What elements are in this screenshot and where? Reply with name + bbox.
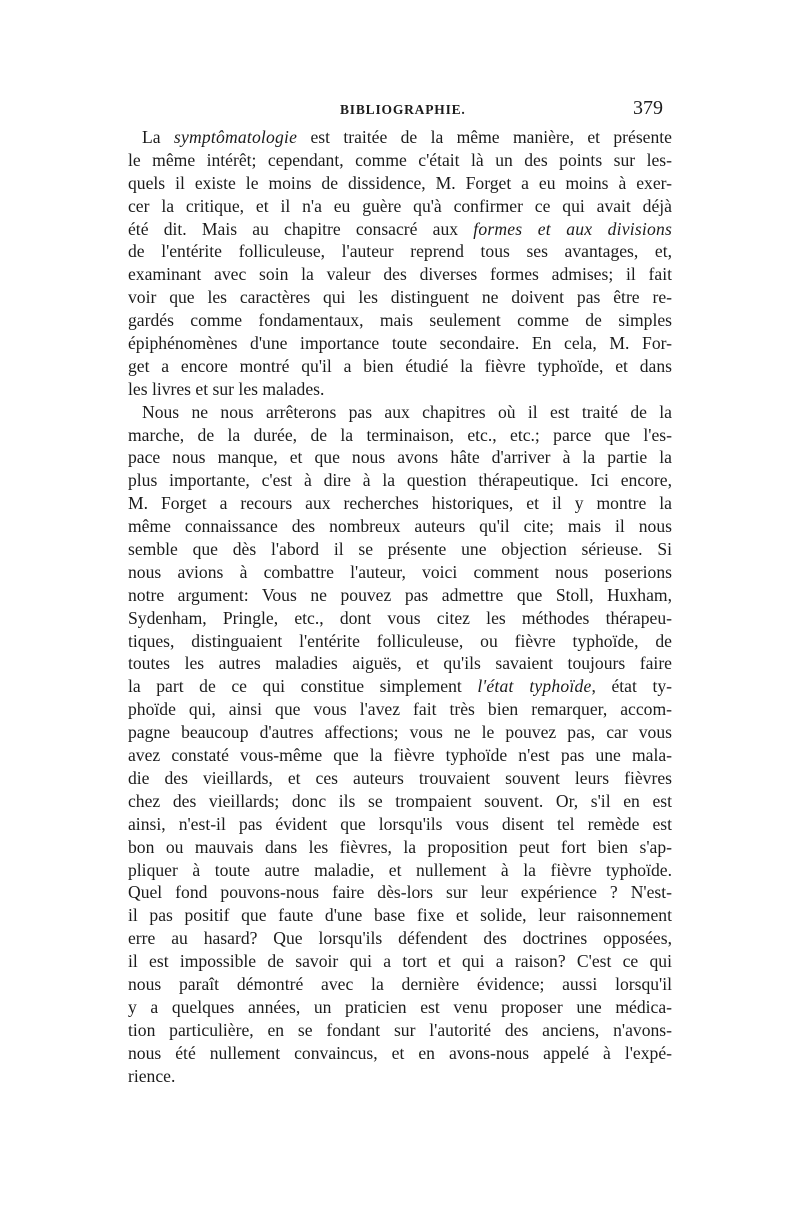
text-run: tiques, distinguaient l'entérite folliculeuse, ou fièvre typhoïde, de bbox=[128, 630, 672, 651]
text-run: notre argument: Vous ne pouvez pas admettre que Stoll, Huxham, bbox=[128, 584, 672, 605]
paragraph bbox=[128, 401, 672, 1088]
text-line bbox=[128, 607, 672, 630]
text-line bbox=[128, 195, 672, 218]
text-run: marche, de la durée, de la terminaison, etc., etc.; parce que l'es- bbox=[128, 424, 672, 445]
text-run: pagne beaucoup d'autres affections; vous ne le pouvez pas, car vous bbox=[128, 722, 672, 743]
text-line bbox=[128, 172, 672, 195]
text-run: semble que dès l'abord il se présente une objection sérieuse. Si bbox=[128, 539, 672, 560]
text-line bbox=[128, 973, 672, 996]
text-run: nous paraît démontré avec la dernière évidence; aussi lorsqu'il bbox=[128, 973, 672, 994]
text-run: est traitée de la même manière, et présente bbox=[297, 127, 672, 147]
text-run: cer la critique, et il n'a eu guère qu'à confirmer ce qui avait déjà bbox=[128, 195, 672, 216]
text-run: avez constaté vous-même que la fièvre typhoïde n'est pas une mala- bbox=[128, 745, 672, 766]
text-run: M. Forget a recours aux recherches historiques, et il y montre la bbox=[128, 493, 672, 514]
text-line bbox=[128, 378, 672, 401]
text-run: il pas positif que faute d'une base fixe et solide, leur raisonnement bbox=[128, 905, 672, 926]
text-run: Nous ne nous arrêterons pas aux chapitres où il est traité de la bbox=[142, 401, 672, 422]
paragraph bbox=[128, 126, 672, 401]
text-line bbox=[128, 790, 672, 813]
text-run: quels il existe le moins de dissidence, M. Forget a eu moins à exer- bbox=[128, 172, 672, 193]
running-head-title: BIBLIOGRAPHIE. bbox=[340, 102, 466, 117]
text-line bbox=[128, 1065, 672, 1088]
text-run: voir que les caractères qui les distinguent ne doivent pas être re- bbox=[128, 287, 672, 308]
text-line bbox=[128, 355, 672, 378]
italic-term: formes et aux divisions bbox=[473, 218, 672, 239]
text-run: nous été nullement convaincus, et en avons-nous appelé à l'expé- bbox=[128, 1042, 672, 1063]
text-line bbox=[128, 859, 672, 882]
text-line bbox=[128, 813, 672, 836]
text-run: les livres et sur les malades. bbox=[128, 378, 325, 399]
text-line bbox=[128, 309, 672, 332]
text-line bbox=[128, 698, 672, 721]
text-line bbox=[128, 263, 672, 286]
text-line bbox=[128, 996, 672, 1019]
text-run: la part de ce qui constitue simplement bbox=[128, 676, 478, 697]
text-line bbox=[128, 469, 672, 492]
text-line bbox=[128, 240, 672, 263]
text-line bbox=[128, 950, 672, 973]
italic-term: l'état typhoïde bbox=[477, 676, 592, 697]
text-run: toutes les autres maladies aiguës, et qu'ils savaient toujours faire bbox=[128, 653, 672, 674]
text-line bbox=[128, 767, 672, 790]
text-run: épiphénomènes d'une importance toute secondaire. En cela, M. For- bbox=[128, 333, 672, 354]
text-line bbox=[128, 652, 672, 675]
text-run: même connaissance des nombreux auteurs qu'il cite; mais il nous bbox=[128, 516, 672, 537]
text-run: , état ty- bbox=[591, 676, 672, 697]
page-body-text bbox=[128, 126, 672, 1087]
text-line bbox=[128, 836, 672, 859]
text-run: il est impossible de savoir qui a tort et qui a raison? C'est ce qui bbox=[128, 951, 672, 972]
text-line bbox=[128, 401, 672, 424]
text-line bbox=[128, 446, 672, 469]
italic-term: symptômatologie bbox=[173, 127, 298, 147]
running-header bbox=[0, 97, 800, 128]
text-line bbox=[128, 286, 672, 309]
text-run: pace nous manque, et que nous avons hâte d'arriver à la partie la bbox=[128, 447, 672, 468]
text-line bbox=[128, 1019, 672, 1042]
text-run: phoïde qui, ainsi que vous l'avez fait très bien remarquer, accom- bbox=[128, 699, 672, 720]
text-line bbox=[128, 721, 672, 744]
text-line bbox=[128, 1042, 672, 1065]
text-run: die des vieillards, et ces auteurs trouvaient souvent leurs fièvres bbox=[128, 767, 672, 788]
text-run: le même intérêt; cependant, comme c'était là un des points sur les- bbox=[128, 149, 672, 170]
text-run: Quel fond pouvons-nous faire dès-lors sur leur expérience ? N'est- bbox=[128, 882, 672, 903]
text-run: examinant avec soin la valeur des diverses formes admises; il fait bbox=[128, 264, 672, 285]
text-line bbox=[128, 904, 672, 927]
text-run: erre au hasard? Que lorsqu'ils défendent des doctrines opposées, bbox=[128, 928, 672, 949]
text-run: rience. bbox=[128, 1065, 176, 1086]
text-line bbox=[128, 424, 672, 447]
text-line bbox=[128, 149, 672, 172]
text-line bbox=[128, 515, 672, 538]
text-run: pliquer à toute autre maladie, et nullement à la fièvre typhoïde. bbox=[128, 859, 672, 880]
text-line bbox=[128, 561, 672, 584]
text-run: Sydenham, Pringle, etc., dont vous citez les méthodes thérapeu- bbox=[128, 607, 672, 628]
text-run: tion particulière, en se fondant sur l'autorité des anciens, n'avons- bbox=[128, 1019, 672, 1040]
text-line bbox=[128, 744, 672, 767]
text-run: bon ou mauvais dans les fièvres, la proposition peut fort bien s'ap- bbox=[128, 836, 672, 857]
text-run: y a quelques années, un praticien est venu proposer une médica- bbox=[128, 996, 672, 1017]
page-number: 379 bbox=[633, 97, 663, 119]
text-run: plus importante, c'est à dire à la question thérapeutique. Ici encore, bbox=[128, 470, 672, 491]
text-line bbox=[128, 538, 672, 561]
text-line bbox=[128, 218, 672, 241]
text-line bbox=[128, 492, 672, 515]
text-line bbox=[128, 126, 672, 149]
text-line bbox=[128, 332, 672, 355]
text-run: La bbox=[142, 127, 174, 147]
text-run: chez des vieillards; donc ils se trompaient souvent. Or, s'il en est bbox=[128, 790, 672, 811]
text-run: ainsi, n'est-il pas évident que lorsqu'ils vous disent tel remède est bbox=[128, 813, 672, 834]
text-run: de l'entérite folliculeuse, l'auteur reprend tous ses avantages, et, bbox=[128, 241, 672, 262]
text-run: gardés comme fondamentaux, mais seulement comme de simples bbox=[128, 310, 672, 331]
text-run: été dit. Mais au chapitre consacré aux bbox=[128, 218, 474, 239]
text-line bbox=[128, 675, 672, 698]
text-run: nous avions à combattre l'auteur, voici comment nous poserions bbox=[128, 561, 672, 582]
text-run: get a encore montré qu'il a bien étudié la fièvre typhoïde, et dans bbox=[128, 355, 672, 376]
text-line bbox=[128, 630, 672, 653]
text-line bbox=[128, 881, 672, 904]
text-line bbox=[128, 927, 672, 950]
text-line bbox=[128, 584, 672, 607]
